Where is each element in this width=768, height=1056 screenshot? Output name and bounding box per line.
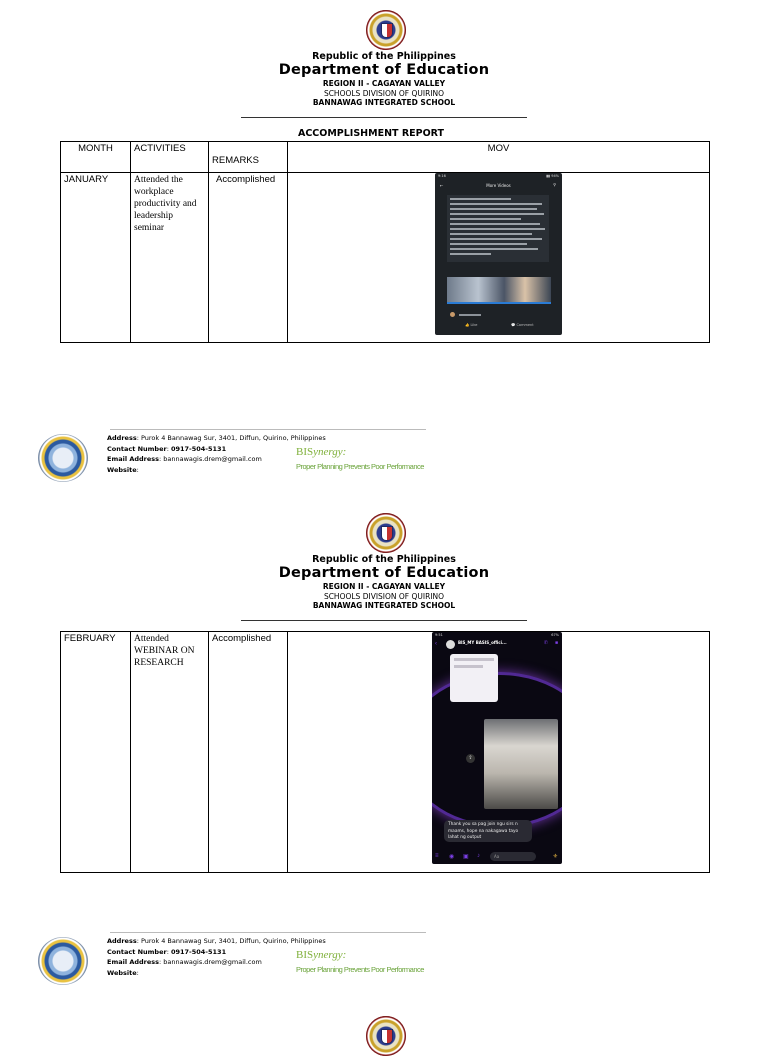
- activity-cell: Attended the workplace productivity and leadership seminar: [131, 173, 209, 343]
- col-month: MONTH: [61, 142, 131, 173]
- activity-cell: Attended WEBINAR ON RESEARCH: [131, 632, 209, 873]
- school-label: BANNAWAG INTEGRATED SCHOOL: [312, 98, 456, 107]
- mic-icon[interactable]: ♪: [477, 853, 480, 859]
- school-logo-icon: [38, 434, 88, 482]
- back-arrow-icon: ‹: [435, 641, 437, 647]
- letterhead: [0, 51, 768, 108]
- contact-number: 0917-504-5131: [170, 444, 227, 453]
- email-address: bannawagis.drem@gmail.com: [163, 958, 262, 966]
- brand-tagline: Proper Planning Prevents Poor Performance: [296, 462, 424, 471]
- like-icon[interactable]: ⚜: [552, 854, 558, 860]
- report-title: ACCOMPLISHMENT REPORT: [297, 128, 445, 139]
- mov-cell: [288, 632, 710, 873]
- commenter-row: [447, 311, 551, 319]
- republic-label: Republic of the Philippines: [312, 51, 456, 62]
- post-actions: [447, 323, 551, 330]
- month-cell: JANUARY: [61, 173, 131, 343]
- letterhead: [0, 554, 768, 611]
- menu-icon[interactable]: ≡: [435, 853, 439, 859]
- region-label: REGION II - CAGAYAN VALLEY: [322, 582, 446, 591]
- message-input[interactable]: Aa: [490, 852, 536, 861]
- brand-tagline: Proper Planning Prevents Poor Performance: [296, 965, 424, 974]
- shared-image-card: [450, 654, 498, 702]
- gallery-icon[interactable]: ▣: [463, 854, 469, 860]
- comment-button[interactable]: 💬 Comment: [511, 323, 534, 327]
- message-bubble: Thank you sa pag join ngu sirs n maams, hope na nakagawa tayo lahat ng output: [444, 820, 532, 842]
- department-title: Department of Education: [278, 565, 490, 581]
- like-button[interactable]: 👍 Like: [465, 323, 478, 327]
- col-remarks: REMARKS: [209, 142, 288, 173]
- message-composer: [432, 850, 562, 864]
- back-arrow-icon: ←: [440, 183, 444, 188]
- mov-cell: [288, 173, 710, 343]
- col-activities: ACTIVITIES: [131, 142, 209, 173]
- video-call-icon[interactable]: ■: [554, 640, 558, 646]
- region-label: REGION II - CAGAYAN VALLEY: [322, 79, 446, 88]
- chat-header: [432, 638, 562, 652]
- avatar: [450, 312, 455, 317]
- month-cell: FEBRUARY: [61, 632, 131, 873]
- division-label: SCHOOLS DIVISION OF QUIRINO: [323, 591, 445, 601]
- accomplishment-table: [60, 141, 710, 343]
- republic-label: Republic of the Philippines: [312, 554, 456, 565]
- search-icon: ⚲: [553, 182, 556, 187]
- header-divider: [241, 117, 527, 118]
- chat-name: BIS_MY BASIS_offici...: [458, 640, 507, 645]
- division-label: SCHOOLS DIVISION OF QUIRINO: [323, 88, 445, 98]
- footer: [0, 932, 768, 992]
- email-address: bannawagis.drem@gmail.com: [163, 455, 262, 463]
- deped-seal-icon: [366, 1016, 406, 1056]
- footer: [0, 429, 768, 489]
- address-text: Purok 4 Bannawag Sur, 3401, Diffun, Quirino, Philippines: [140, 434, 326, 442]
- table-row: [61, 173, 710, 343]
- contact-info: Address: Purok 4 Bannawag Sur, 3401, Diffun, Quirino, Philippines Contact Number: 0917-504-5131 Email Address: bannawagis.drem@gmail.com Website:: [107, 434, 326, 474]
- more-videos-title: More Videos: [486, 183, 511, 188]
- col-mov: MOV: [288, 142, 710, 173]
- remarks-cell: Accomplished: [209, 173, 288, 343]
- progress-bar: [447, 302, 551, 304]
- remarks-cell: Accomplished: [209, 632, 288, 873]
- video-thumbnail: [447, 277, 551, 302]
- table-row: [61, 632, 710, 873]
- shared-photo: [484, 719, 558, 809]
- call-icon[interactable]: ✆: [543, 640, 548, 646]
- mov-screenshot-january: 9:16 ▮▮ 94% ← More Videos ⚲ 👍 Like 💬 Comment: [435, 173, 562, 335]
- accomplishment-table: [60, 631, 710, 873]
- address-text: Purok 4 Bannawag Sur, 3401, Diffun, Quirino, Philippines: [140, 937, 326, 945]
- camera-icon[interactable]: ◉: [449, 854, 455, 860]
- avatar: [446, 640, 455, 649]
- deped-seal-icon: [366, 10, 406, 50]
- share-icon[interactable]: ⇪: [466, 754, 475, 763]
- contact-number: 0917-504-5131: [170, 947, 227, 956]
- school-logo-icon: [38, 937, 88, 985]
- school-label: BANNAWAG INTEGRATED SCHOOL: [312, 601, 456, 610]
- table-header-row: [61, 142, 710, 173]
- deped-seal-icon: [366, 513, 406, 553]
- mov-screenshot-february: 9:51 67% ‹ BIS_MY BASIS_offici... ✆ ■ ⇪ Thank you sa pag join ngu sirs n maams, hope na nakagawa tayo lahat ng output ≡ ◉ ▣ ♪ Aa ⚜: [432, 632, 562, 864]
- department-title: Department of Education: [278, 62, 490, 78]
- post-text-block: [447, 195, 549, 262]
- header-divider: [241, 620, 527, 621]
- brand-name: BISynergy:: [296, 446, 347, 458]
- video-header: [435, 181, 562, 191]
- brand-name: BISynergy:: [296, 949, 347, 961]
- contact-info: Address: Purok 4 Bannawag Sur, 3401, Diffun, Quirino, Philippines Contact Number: 0917-504-5131 Email Address: bannawagis.drem@gmail.com Website:: [107, 937, 326, 977]
